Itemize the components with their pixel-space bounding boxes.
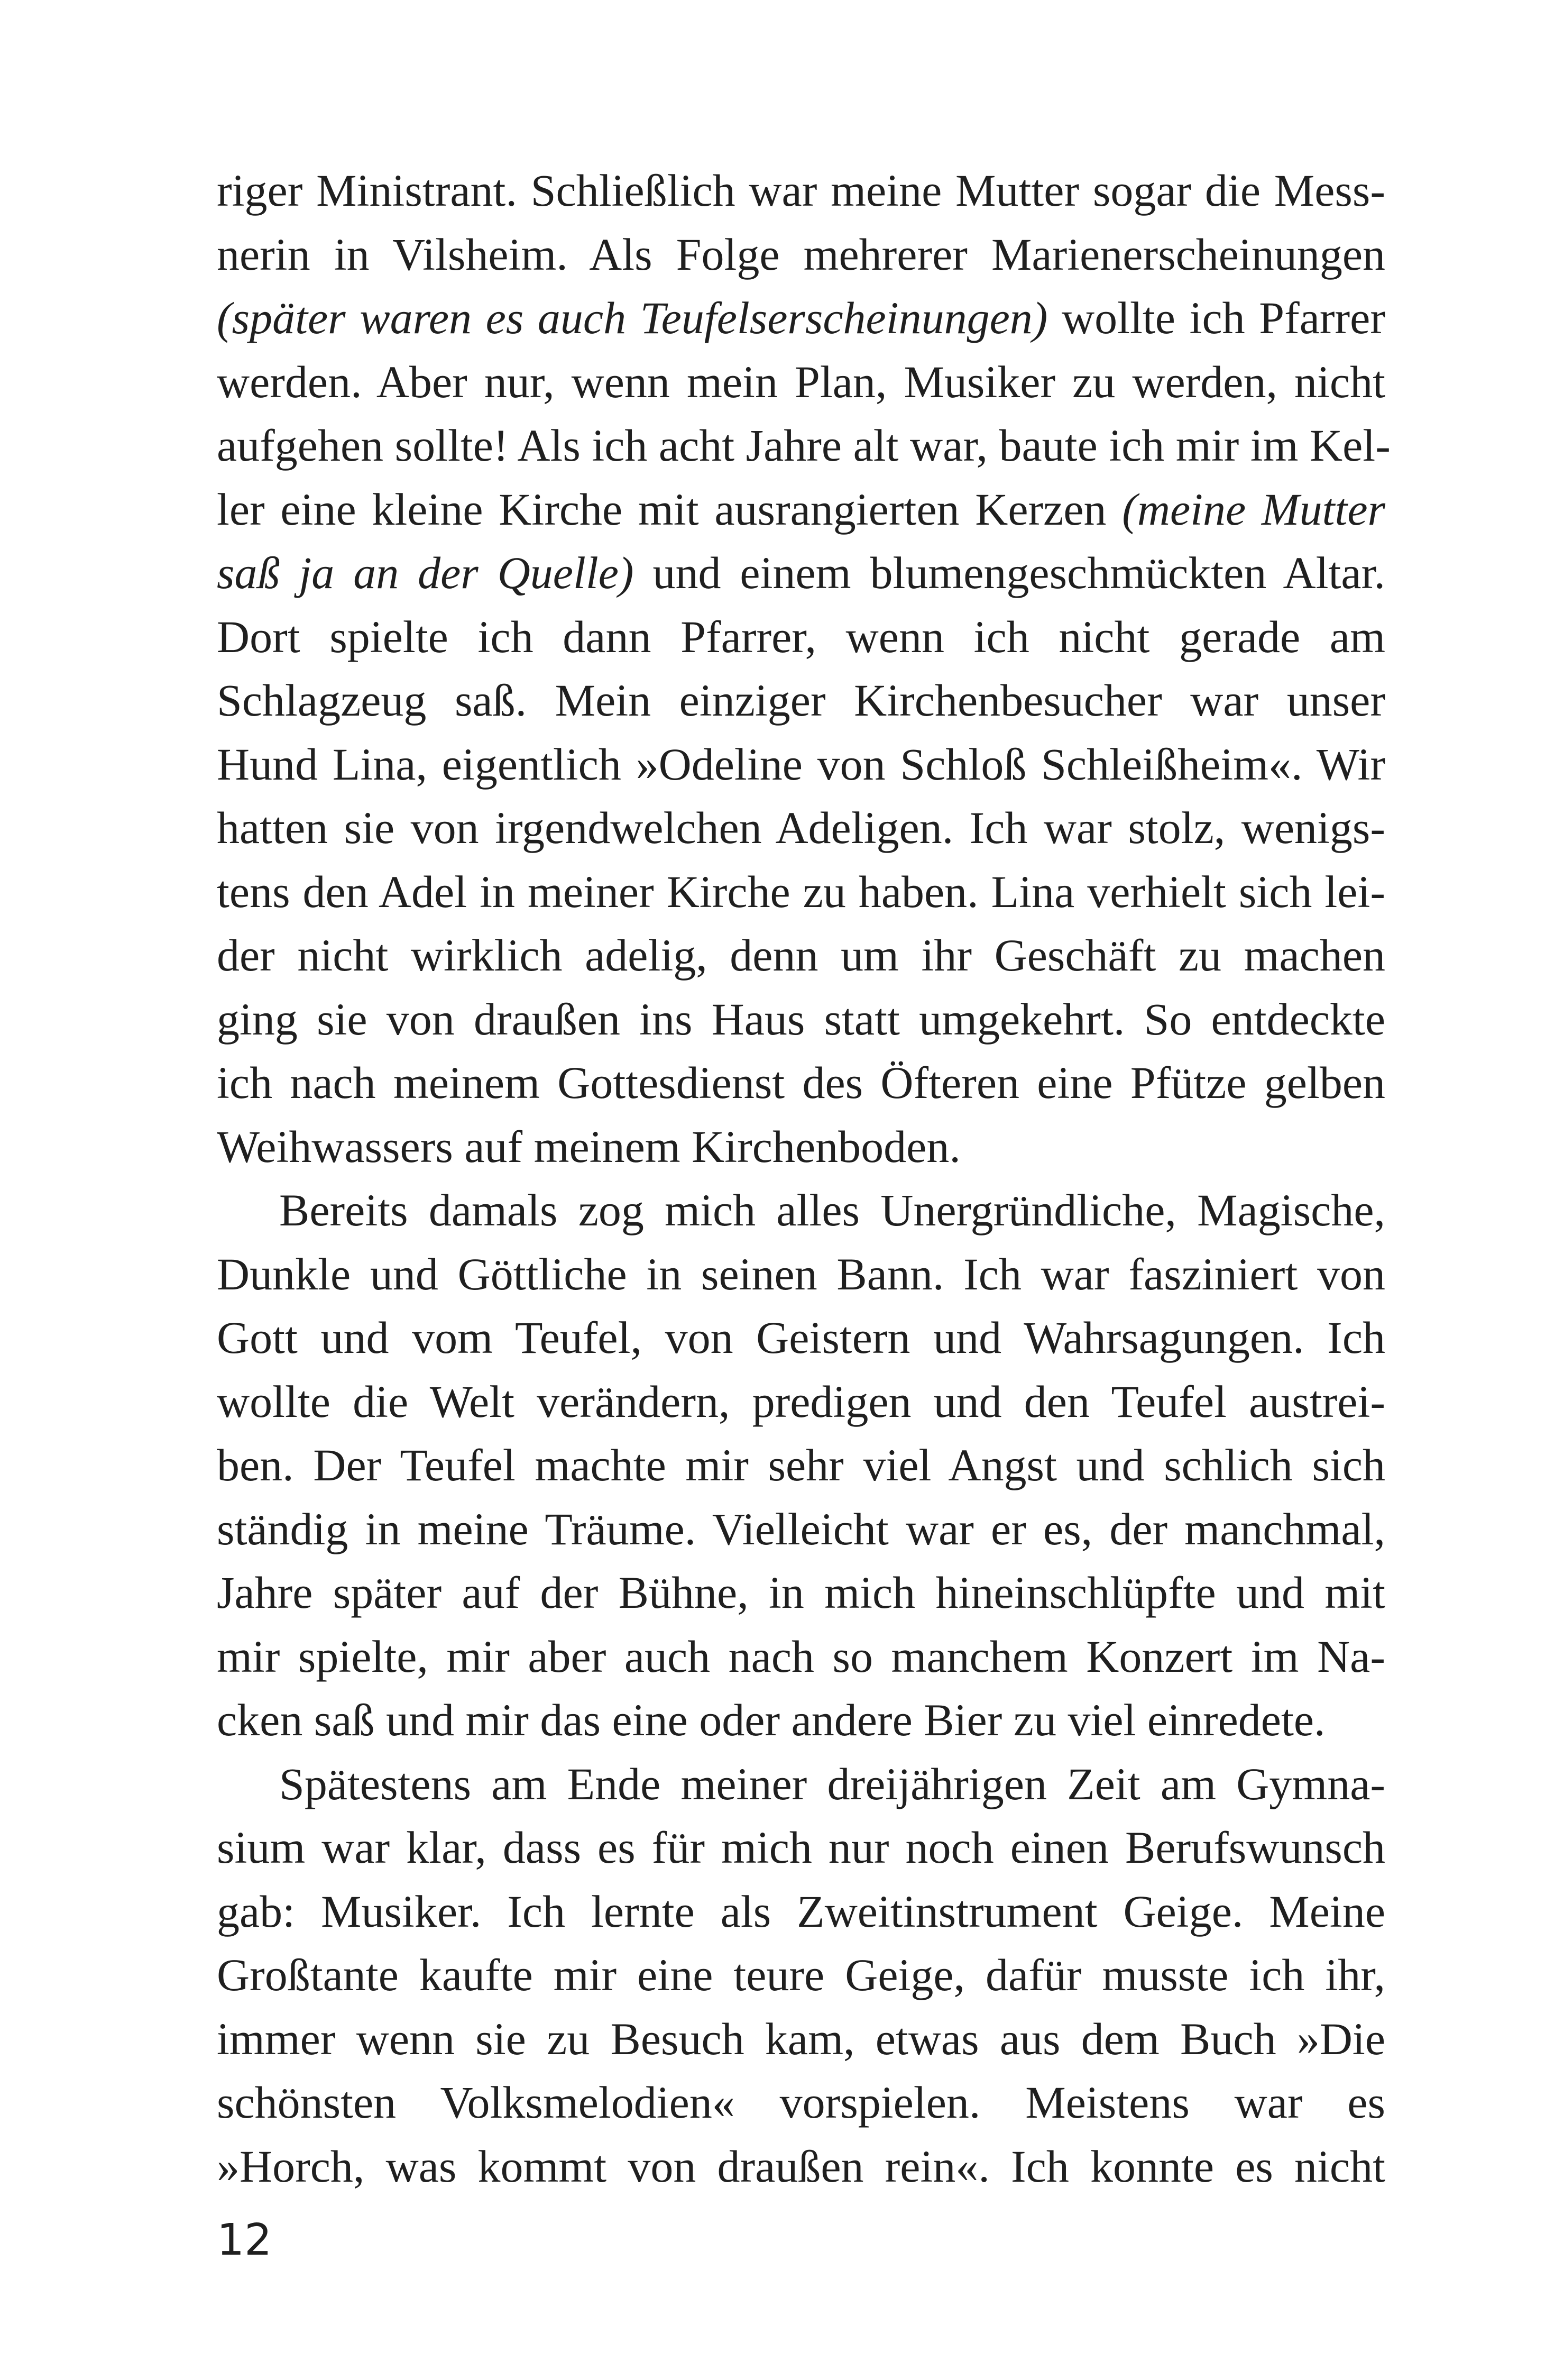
- text-line: [217, 2007, 1385, 2071]
- text-segment: der nicht wirklich adelig, denn um ihr Geschäft zu machen: [217, 930, 1385, 981]
- italic-text-segment: (meine Mutter: [1122, 483, 1385, 535]
- text-line: [217, 1115, 1385, 1179]
- text-segment: Weihwassers auf meinem Kirchenboden.: [217, 1121, 961, 1172]
- text-segment: mir spielte, mir aber auch nach so manchem Konzert im Na-: [217, 1631, 1385, 1682]
- text-segment: Gott und vom Teufel, von Geistern und Wahrsagungen. Ich: [217, 1312, 1385, 1363]
- text-segment: cken saß und mir das eine oder andere Bier zu viel einredete.: [217, 1695, 1326, 1745]
- text-line: [217, 1051, 1385, 1115]
- text-line: [217, 1752, 1385, 1816]
- text-line: [217, 223, 1385, 287]
- text-line: [217, 541, 1385, 605]
- text-line: [217, 1688, 1385, 1752]
- text-segment: Bereits damals zog mich alles Unergründliche, Magische,: [279, 1185, 1385, 1235]
- page-number: 12: [217, 2215, 272, 2265]
- text-segment: ich nach meinem Gottesdienst des Öfteren eine Pfütze gelben: [217, 1057, 1385, 1108]
- text-line: [217, 286, 1385, 350]
- text-segment: aufgehen sollte! Als ich acht Jahre alt war, baute ich mir im Kel-: [217, 420, 1391, 471]
- text-line: [217, 1625, 1385, 1689]
- text-line: [217, 1816, 1385, 1880]
- text-segment: schönsten Volksmelodien« vorspielen. Meistens war es: [217, 2077, 1385, 2128]
- page-body-text: [217, 159, 1391, 2198]
- text-line: [217, 1561, 1385, 1625]
- text-segment: sium war klar, dass es für mich nur noch einen Berufswunsch: [217, 1822, 1385, 1873]
- text-line: [217, 1497, 1385, 1561]
- text-line: [217, 478, 1385, 542]
- text-line: [217, 669, 1385, 733]
- text-segment: »Horch, was kommt von draußen rein«. Ich konnte es nicht: [217, 2140, 1385, 2192]
- text-line: [217, 1370, 1385, 1434]
- text-segment: werden. Aber nur, wenn mein Plan, Musiker zu werden, nicht: [217, 356, 1385, 407]
- text-line: [217, 605, 1385, 669]
- text-line: [217, 733, 1385, 797]
- text-segment: Schlagzeug saß. Mein einziger Kirchenbesucher war unser: [217, 675, 1385, 726]
- text-segment: immer wenn sie zu Besuch kam, etwas aus dem Buch »Die: [217, 2013, 1385, 2064]
- text-segment: Großtante kaufte mir eine teure Geige, dafür musste ich ihr,: [217, 1949, 1385, 2000]
- text-line: [217, 414, 1391, 478]
- text-line: [217, 2135, 1385, 2199]
- text-line: [217, 1242, 1385, 1306]
- text-segment: nerin in Vilsheim. Als Folge mehrerer Marienerscheinungen: [217, 228, 1385, 280]
- text-line: [217, 796, 1385, 860]
- text-line: [217, 1943, 1385, 2007]
- text-line: [217, 923, 1385, 987]
- text-segment: Spätestens am Ende meiner dreijährigen Zeit am Gymna-: [279, 1758, 1385, 1809]
- text-line: [217, 1306, 1385, 1370]
- text-segment: ging sie von draußen ins Haus statt umgekehrt. So entdeckte: [217, 993, 1385, 1045]
- text-segment: Hund Lina, eigentlich »Odeline von Schloß Schleißheim«. Wir: [217, 738, 1385, 790]
- text-line: [217, 2071, 1385, 2135]
- text-segment: tens den Adel in meiner Kirche zu haben. Lina verhielt sich lei-: [217, 866, 1385, 917]
- text-segment: riger Ministrant. Schließlich war meine Mutter sogar die Mess-: [217, 165, 1385, 216]
- text-segment: Dort spielte ich dann Pfarrer, wenn ich nicht gerade am: [217, 611, 1385, 662]
- text-line: [217, 350, 1385, 414]
- text-line: [217, 1433, 1385, 1497]
- text-line: [217, 159, 1385, 223]
- text-segment: und einem blumengeschmückten Altar.: [633, 547, 1385, 598]
- text-segment: gab: Musiker. Ich lernte als Zweitinstrument Geige. Meine: [217, 1885, 1385, 1937]
- text-line: [217, 1178, 1385, 1242]
- text-line: [217, 1880, 1385, 1944]
- text-segment: ständig in meine Träume. Vielleicht war er es, der manchmal,: [217, 1503, 1385, 1554]
- text-line: [217, 987, 1385, 1051]
- italic-text-segment: saß ja an der Quelle): [217, 547, 634, 598]
- text-segment: wollte die Welt verändern, predigen und den Teufel austrei-: [217, 1376, 1385, 1427]
- text-segment: Jahre später auf der Bühne, in mich hineinschlüpfte und mit: [217, 1567, 1385, 1618]
- text-segment: ben. Der Teufel machte mir sehr viel Angst und schlich sich: [217, 1440, 1385, 1490]
- text-segment: wollte ich Pfarrer: [1047, 292, 1385, 343]
- text-segment: Dunkle und Göttliche in seinen Bann. Ich war fasziniert von: [217, 1248, 1385, 1299]
- text-segment: ler eine kleine Kirche mit ausrangierten Kerzen: [217, 483, 1123, 535]
- text-segment: hatten sie von irgendwelchen Adeligen. Ich war stolz, wenigs-: [217, 802, 1385, 853]
- italic-text-segment: (später waren es auch Teufelserscheinungen): [217, 292, 1048, 343]
- text-line: [217, 860, 1385, 924]
